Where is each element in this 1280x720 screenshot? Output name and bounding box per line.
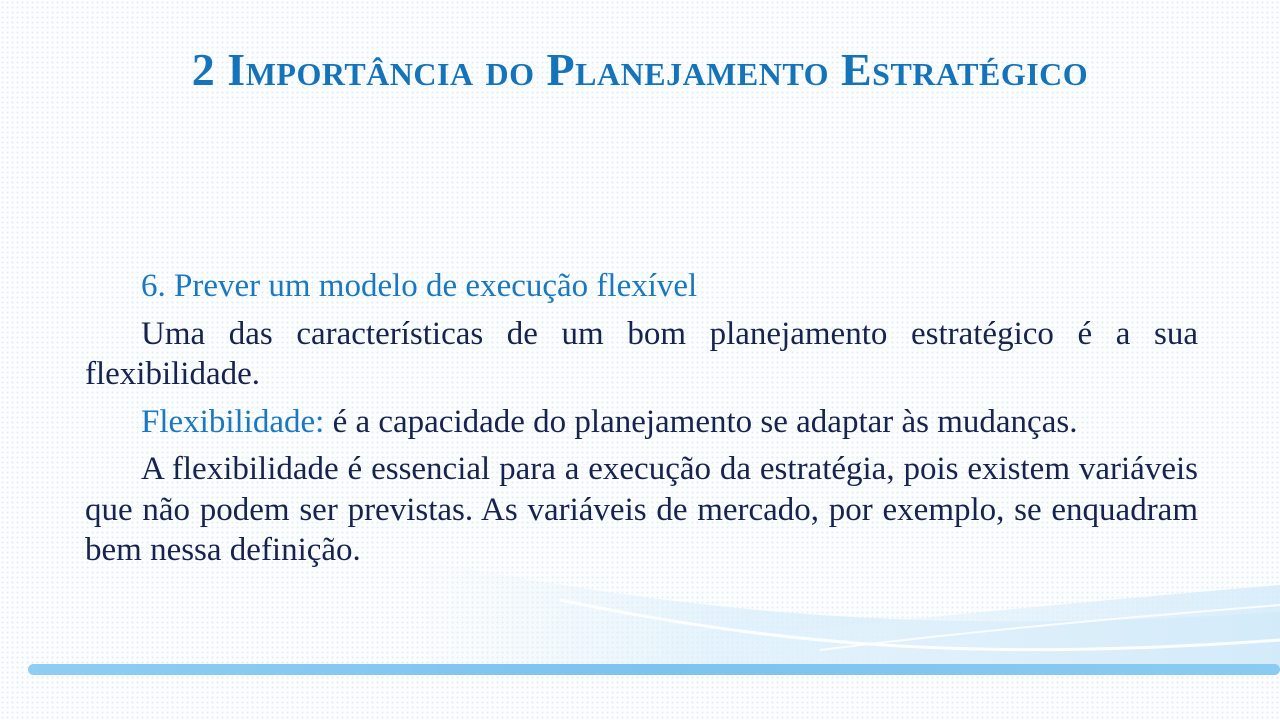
definition-term: Flexibilidade:: [141, 403, 325, 440]
slide-body: [85, 266, 1198, 578]
paragraph-flexibility: A flexibilidade é essencial para a execução da estratégia, pois existem variáveis que não podem ser previstas. As variáveis de mercado, por exemplo, se enquadram bem nessa definição.: [85, 451, 1198, 568]
bottom-accent-line: [28, 664, 1280, 675]
paragraph-characteristics: Uma das características de um bom planejamento estratégico é a sua flexibilidade.: [85, 315, 1198, 392]
section-heading: 6. Prever um modelo de execução flexível: [141, 268, 698, 304]
definition-paragraph: [85, 402, 1198, 443]
slide-title: 2 Importância do Planejamento Estratégico: [191, 44, 1089, 95]
definition-text: é a capacidade do planejamento se adaptar às mudanças.: [324, 403, 1078, 440]
